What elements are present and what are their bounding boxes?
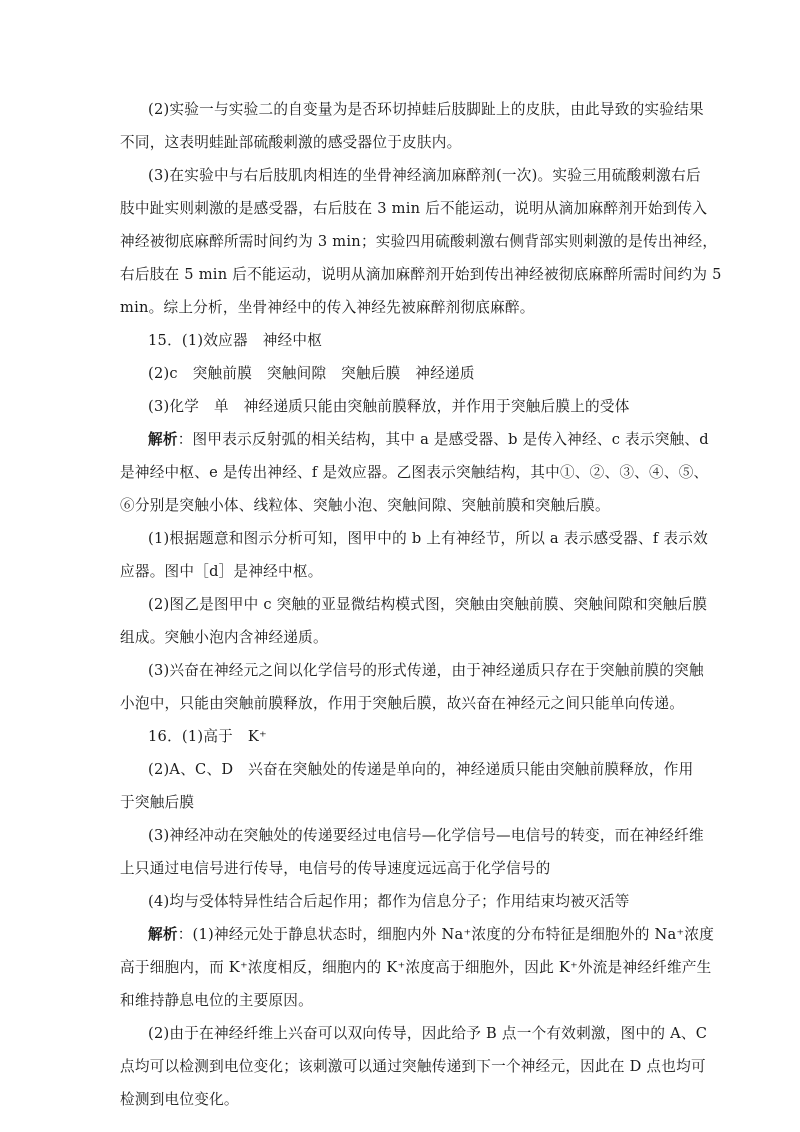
text-line: 右后肢在 5 min 后不能运动，说明从滴加麻醉剂开始到传出神经被彻底麻醉所需时间约为 5 xyxy=(120,266,722,283)
text-line: 点均可以检测到电位变化；该刺激可以通过突触传递到下一个神经元，因此在 D 点也均可 xyxy=(120,1058,706,1075)
text-line: 高于细胞内，而 K⁺浓度相反，细胞内的 K⁺浓度高于细胞外，因此 K⁺外流是神经纤维产生 xyxy=(120,959,712,976)
text-line: 和维持静息电位的主要原因。 xyxy=(120,992,313,1009)
text-line: 于突触后膜 xyxy=(120,794,195,811)
text-line: (1)根据题意和图示分析可知，图甲中的 b 上有神经节，所以 a 表示感受器、f 表示效 xyxy=(148,530,708,547)
text-line: 小泡中，只能由突触前膜释放，作用于突触后膜，故兴奋在神经元之间只能单向传递。 xyxy=(120,695,685,712)
text-line: 肢中趾实则刺激的是感受器，右后肢在 3 min 后不能运动，说明从滴加麻醉剂开始到传入 xyxy=(120,200,708,217)
text-line: 神经被彻底麻醉所需时间约为 3 min；实验四用硫酸刺激右侧背部实则刺激的是传出神经， xyxy=(120,233,718,250)
text-line: 不同，这表明蛙趾部硫酸刺激的感受器位于皮肤内。 xyxy=(120,134,462,151)
answer-15-line: 15．(1)效应器 神经中枢 xyxy=(148,332,323,349)
text-line: 检测到电位变化。 xyxy=(120,1091,239,1108)
text-line: min。综上分析，坐骨神经中的传入神经先被麻醉剂彻底麻醉。 xyxy=(120,299,535,316)
text-line: 上只通过电信号进行传导，电信号的传导速度远远高于化学信号的 xyxy=(120,860,551,877)
text-line: 组成。突触小泡内含神经递质。 xyxy=(120,629,328,646)
text-line: (2)c 突触前膜 突触间隙 突触后膜 神经递质 xyxy=(148,365,475,382)
analysis-line xyxy=(148,430,709,450)
text-line: (3)化学 单 神经递质只能由突触前膜释放，并作用于突触后膜上的受体 xyxy=(148,398,630,415)
text-line: (3)神经冲动在突触处的传递要经过电信号—化学信号—电信号的转变，而在神经纤维 xyxy=(148,827,704,844)
text-line: 是神经中枢、e 是传出神经、f 是效应器。乙图表示突触结构，其中①、②、③、④、⑤、 xyxy=(120,464,709,481)
text-line: (3)在实验中与右后肢肌肉相连的坐骨神经滴加麻醉剂(一次)。实验三用硫酸刺激右后 xyxy=(148,167,701,184)
analysis-text: ：图甲表示反射弧的相关结构，其中 a 是感受器、b 是传入神经、c 表示突触、d xyxy=(177,431,709,448)
text-line: (3)兴奋在神经元之间以化学信号的形式传递，由于神经递质只存在于突触前膜的突触 xyxy=(148,662,704,679)
text-line: (2)图乙是图甲中 c 突触的亚显微结构模式图，突触由突触前膜、突触间隙和突触后膜 xyxy=(148,596,708,613)
text-line: ⑥分别是突触小体、线粒体、突触小泡、突触间隙、突触前膜和突触后膜。 xyxy=(120,497,610,514)
text-line: (2)A、C、D 兴奋在突触处的传递是单向的，神经递质只能由突触前膜释放，作用 xyxy=(148,761,694,778)
analysis-text: ：(1)神经元处于静息状态时，细胞内外 Na⁺浓度的分布特征是细胞外的 Na⁺浓度 xyxy=(177,926,715,943)
text-line: (2)实验一与实验二的自变量为是否环切掉蛙后肢脚趾上的皮肤，由此导致的实验结果 xyxy=(148,101,704,118)
answer-16-line: 16．(1)高于 K⁺ xyxy=(148,728,267,745)
analysis-label: 解析 xyxy=(148,926,178,943)
analysis-line xyxy=(148,925,714,945)
text-line: (2)由于在神经纤维上兴奋可以双向传导，因此给予 B 点一个有效刺激，图中的 A、C xyxy=(148,1025,708,1042)
text-line: (4)均与受体特异性结合后起作用；都作为信息分子；作用结束均被灭活等 xyxy=(148,893,630,910)
text-line: 应器。图中［d］是神经中枢。 xyxy=(120,563,323,580)
analysis-label: 解析 xyxy=(148,431,178,448)
